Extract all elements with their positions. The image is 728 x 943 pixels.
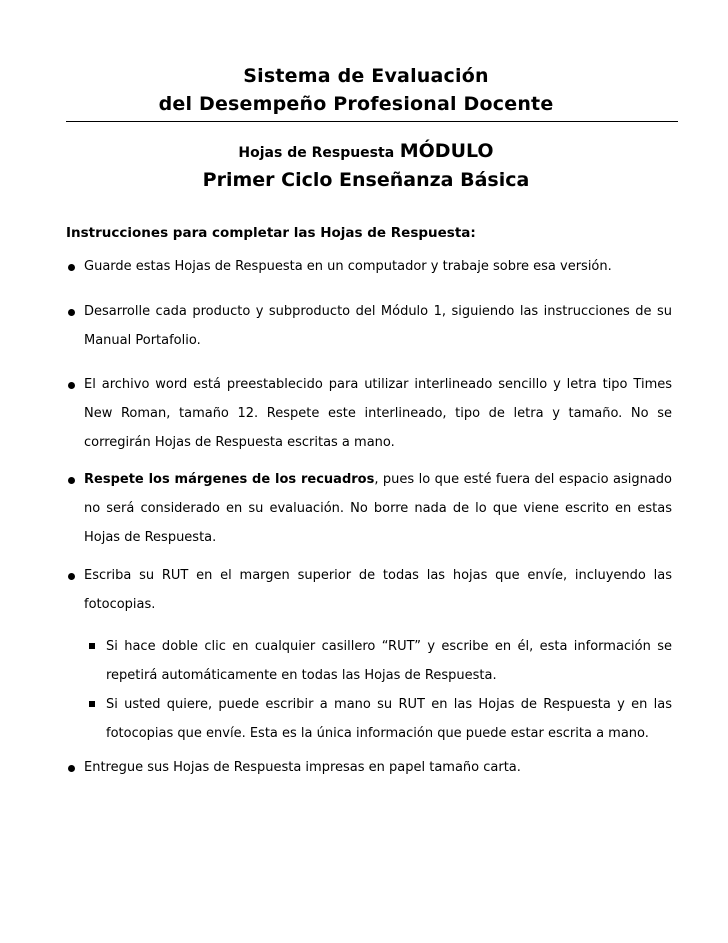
instruction-text-4-bold: Respete los márgenes de los recuadros: [84, 472, 375, 487]
bullet-dot-icon: [68, 264, 75, 271]
instruction-text-4: [84, 465, 672, 552]
bullet-dot-icon: [68, 309, 75, 316]
instruction-item-3: [66, 370, 672, 457]
bullet-dot-icon: [68, 477, 75, 484]
instruction-text-1: Guarde estas Hojas de Respuesta en un computador y trabaje sobre esa versión.: [84, 259, 612, 274]
instruction-item-4: [66, 465, 672, 552]
document-title-line1: Sistema de Evaluación: [243, 65, 489, 87]
header-divider: [66, 121, 678, 122]
instruction-item-1: [66, 252, 672, 281]
subtitle-modulo: MÓDULO: [399, 140, 494, 162]
instruction-subtext-2: Si usted quiere, puede escribir a mano su RUT en las Hojas de Respuesta y en las fotocopias que envíe. Esta es la única información que puede estar escrita a mano.: [106, 697, 672, 741]
instruction-subitem-1: [86, 632, 672, 690]
document-subtitle: [0, 140, 728, 162]
instruction-text-4-rest: , pues lo que esté fuera del espacio asignado no será considerado en su evaluación. No borre nada de lo que viene escrito en estas Hojas de Respuesta.: [84, 472, 672, 545]
instruction-item-2: [66, 297, 672, 355]
instruction-text-3: El archivo word está preestablecido para utilizar interlineado sencillo y letra tipo Times New Roman, tamaño 12. Respete este interlineado, tipo de letra y tamaño. No se corregirán Hojas de Respuesta escritas a mano.: [84, 377, 672, 450]
instruction-text-6: Entregue sus Hojas de Respuesta impresas en papel tamaño carta.: [84, 760, 521, 775]
subtitle-hojas: Hojas de Respuesta: [238, 145, 395, 161]
square-bullet-icon: [89, 701, 95, 707]
instruction-subitem-2: [86, 690, 672, 748]
instruction-item-5: [66, 561, 672, 619]
bullet-dot-icon: [68, 573, 75, 580]
document-subtitle-line2: Primer Ciclo Enseñanza Básica: [202, 169, 530, 191]
square-bullet-icon: [89, 643, 95, 649]
instruction-item-6: [66, 753, 672, 782]
instructions-heading: Instrucciones para completar las Hojas de Respuesta:: [66, 225, 476, 241]
document-title-line2: del Desempeño Profesional Docente: [158, 93, 554, 115]
bullet-dot-icon: [68, 765, 75, 772]
instruction-subtext-1: Si hace doble clic en cualquier casillero “RUT” y escribe en él, esta información se repetirá automáticamente en todas las Hojas de Respuesta.: [106, 639, 672, 683]
instruction-text-5: Escriba su RUT en el margen superior de todas las hojas que envíe, incluyendo las fotocopias.: [84, 568, 672, 612]
bullet-dot-icon: [68, 382, 75, 389]
instruction-text-2: Desarrolle cada producto y subproducto del Módulo 1, siguiendo las instrucciones de su Manual Portafolio.: [84, 304, 672, 348]
